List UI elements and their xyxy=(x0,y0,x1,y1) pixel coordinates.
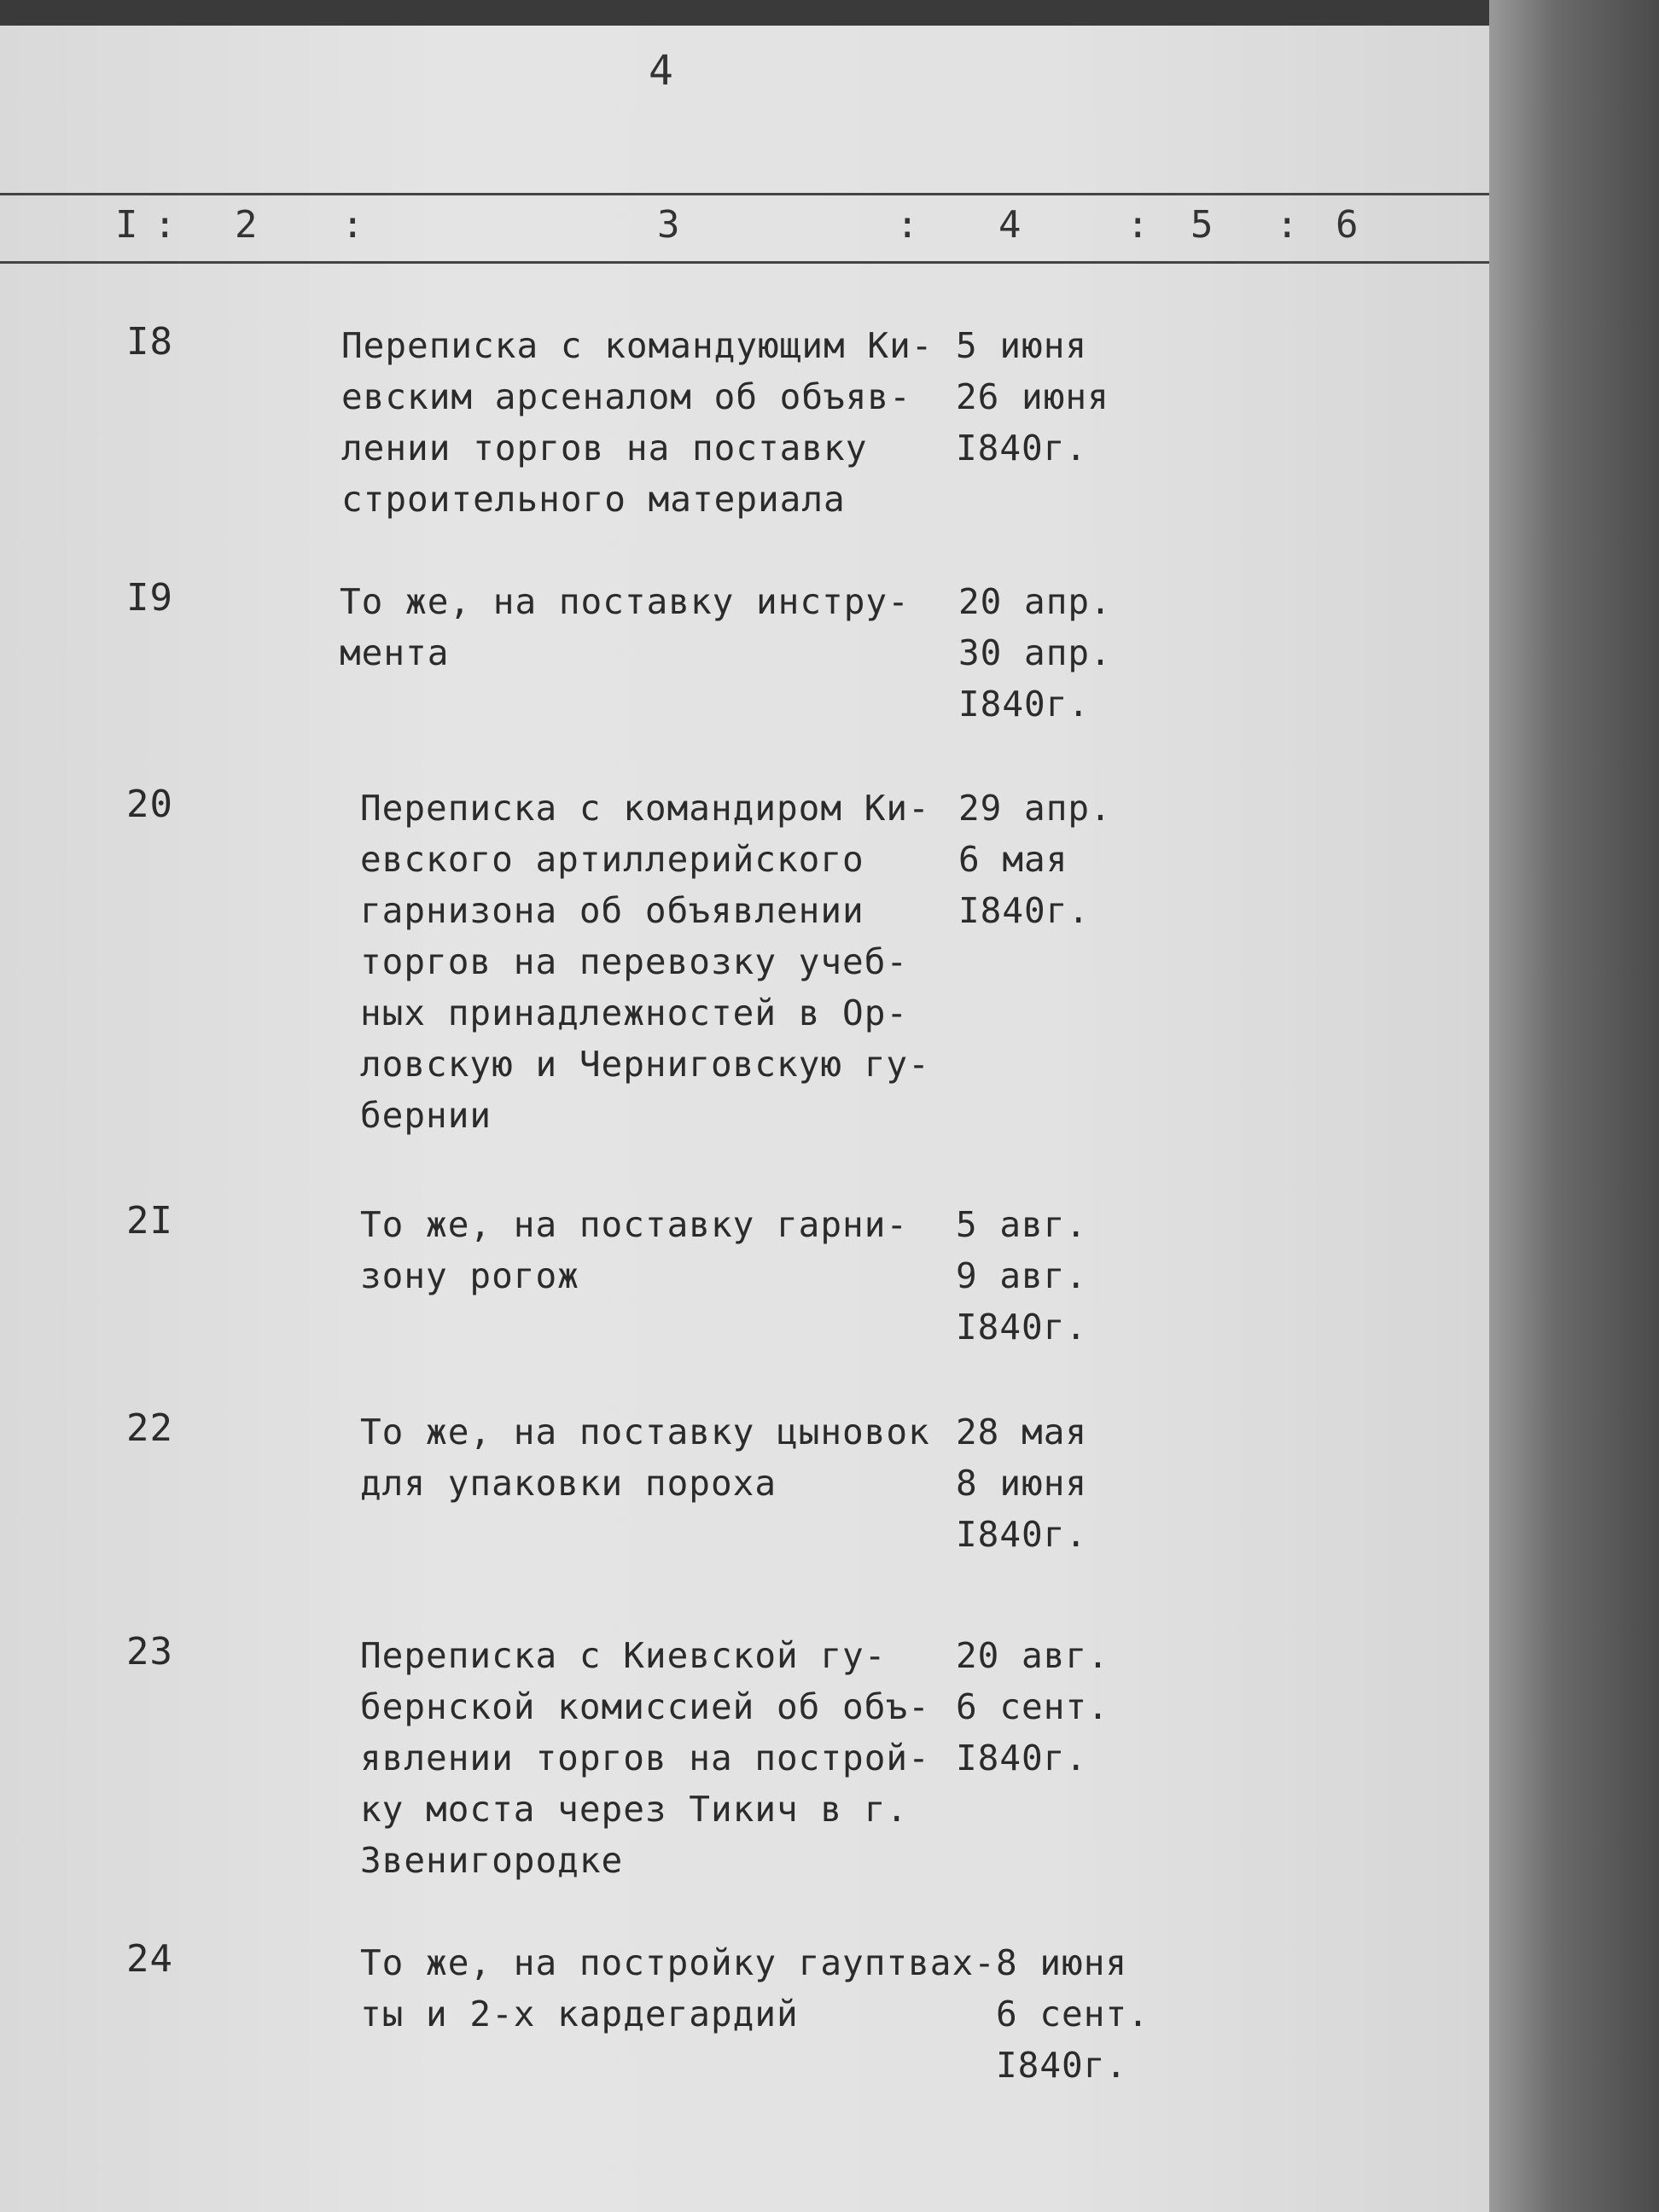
row-date-line: I840г. xyxy=(958,890,1091,931)
row-dates xyxy=(956,320,1109,474)
row-title xyxy=(341,320,939,525)
row-date-line: I840г. xyxy=(956,1514,1088,1555)
row-title-line: торгов на перевозку учеб- xyxy=(360,941,909,982)
row-title-line: евского артиллерийского xyxy=(360,839,864,880)
row-dates xyxy=(958,576,1112,730)
row-number: 24 xyxy=(126,1937,173,1981)
row-date-line: 28 мая xyxy=(956,1412,1088,1452)
row-date-line: 5 июня xyxy=(956,325,1088,366)
row-date-line: I840г. xyxy=(996,2045,1128,2086)
row-date-line: 6 сент. xyxy=(996,1994,1150,2034)
row-date-line: I840г. xyxy=(958,684,1091,725)
column-separator: : xyxy=(1126,203,1150,247)
page-edge-shadow xyxy=(1489,0,1659,2212)
row-title-line: Переписка с командиром Ки- xyxy=(360,788,930,829)
row-title-line: явлении торгов на построй- xyxy=(360,1738,930,1778)
row-dates xyxy=(956,1630,1109,1784)
row-date-line: 8 июня xyxy=(996,1942,1128,1983)
row-date-line: 5 авг. xyxy=(956,1204,1088,1245)
row-title-line: ловскую и Черниговскую гу- xyxy=(360,1044,930,1085)
row-date-line: 20 апр. xyxy=(958,581,1112,622)
row-number: 20 xyxy=(126,783,173,826)
row-title-line: гарнизона об объявлении xyxy=(360,890,864,931)
row-title-line: зону рогож xyxy=(360,1255,579,1296)
row-title-line: строительного материала xyxy=(341,479,846,520)
column-separator: : xyxy=(341,203,364,247)
row-date-line: 9 авг. xyxy=(956,1255,1088,1296)
row-title-line: То же, на поставку цыновок xyxy=(360,1412,930,1452)
row-title-line: евским арсеналом об объяв- xyxy=(341,376,911,417)
row-title-line: Звенигородке xyxy=(360,1840,624,1881)
header-top-rule xyxy=(0,193,1489,195)
row-title-line: ку моста через Тикич в г. xyxy=(360,1789,909,1830)
row-title-line: Переписка с Киевской гу- xyxy=(360,1635,887,1676)
column-header-3: 3 xyxy=(657,203,680,247)
column-separator: : xyxy=(1276,203,1299,247)
row-title xyxy=(340,576,937,678)
row-title xyxy=(360,1630,958,1886)
row-date-line: 29 апр. xyxy=(958,788,1112,829)
row-number: 23 xyxy=(126,1630,173,1674)
row-title-line: Переписка с командующим Ки- xyxy=(341,325,934,366)
row-number: I8 xyxy=(126,320,173,364)
row-title-line: ты и 2-х кардегардий xyxy=(360,1994,799,2034)
row-date-line: I840г. xyxy=(956,428,1088,469)
row-number: I9 xyxy=(126,576,173,620)
row-title xyxy=(360,1937,996,2040)
row-title xyxy=(360,1406,958,1509)
row-title-line: ных принадлежностей в Ор- xyxy=(360,992,909,1033)
row-title-line: бернии xyxy=(360,1095,492,1136)
row-date-line: I840г. xyxy=(956,1738,1088,1778)
row-title-line: лении торгов на поставку xyxy=(341,428,868,469)
page-number: 4 xyxy=(649,47,673,95)
column-header-1: I xyxy=(115,203,138,247)
row-title-line: То же, на постройку гауптвах- xyxy=(360,1942,996,1983)
column-header-4: 4 xyxy=(998,203,1022,247)
row-dates xyxy=(996,1937,1150,2091)
column-header-5: 5 xyxy=(1190,203,1214,247)
column-separator: : xyxy=(154,203,177,247)
row-title-line: бернской комиссией об объ- xyxy=(360,1686,930,1727)
row-date-line: I840г. xyxy=(956,1307,1088,1348)
column-header-6: 6 xyxy=(1336,203,1359,247)
row-date-line: 6 мая xyxy=(958,839,1068,880)
row-number: 22 xyxy=(126,1406,173,1450)
row-title-line: мента xyxy=(340,632,450,673)
row-title-line: То же, на поставку инстру- xyxy=(340,581,910,622)
row-title xyxy=(360,1199,958,1301)
row-date-line: 8 июня xyxy=(956,1463,1088,1504)
row-dates xyxy=(956,1406,1087,1560)
row-dates xyxy=(958,783,1112,936)
row-date-line: 30 апр. xyxy=(958,632,1112,673)
column-separator: : xyxy=(896,203,919,247)
row-date-line: 26 июня xyxy=(956,376,1109,417)
row-title xyxy=(360,783,958,1141)
header-bottom-rule xyxy=(0,261,1489,264)
row-date-line: 6 сент. xyxy=(956,1686,1109,1727)
row-title-line: для упаковки пороха xyxy=(360,1463,777,1504)
row-date-line: 20 авг. xyxy=(956,1635,1109,1676)
row-dates xyxy=(956,1199,1087,1353)
row-number: 2I xyxy=(126,1199,173,1243)
row-title-line: То же, на поставку гарни- xyxy=(360,1204,909,1245)
column-header-2: 2 xyxy=(235,203,258,247)
